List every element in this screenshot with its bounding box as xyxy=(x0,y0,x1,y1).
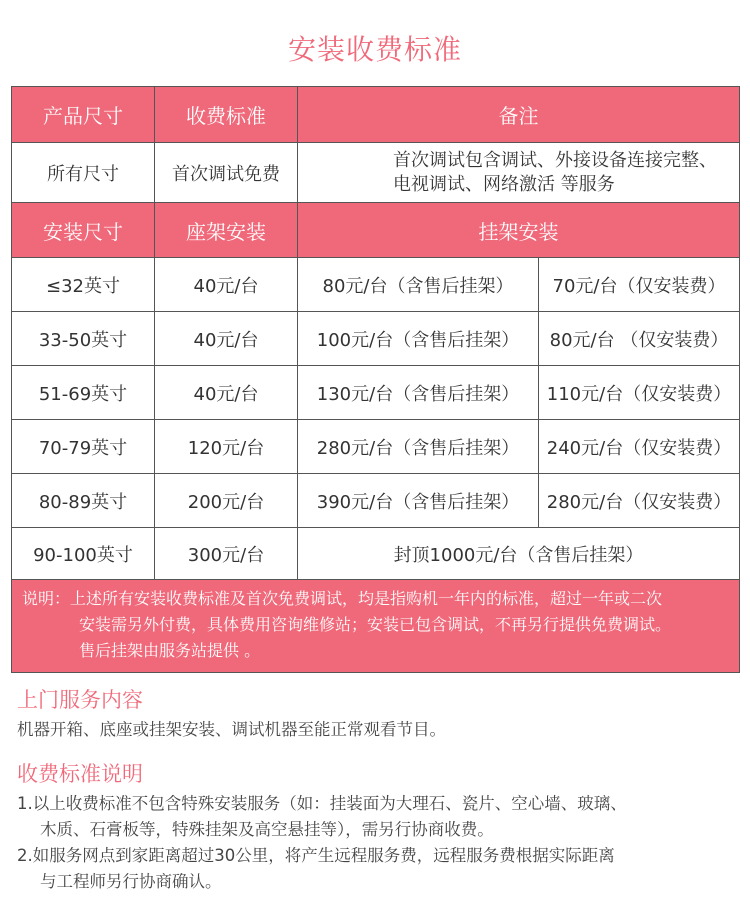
cell-hang-with-bracket: 390元/台（含售后挂架） xyxy=(298,474,539,528)
cell-note xyxy=(298,143,740,203)
service-heading: 上门服务内容 xyxy=(17,688,143,712)
cell-hang-install-only: 240元/台（仅安装费） xyxy=(539,420,740,474)
remark-row xyxy=(12,580,740,673)
cell-seat-fee: 40元/台 xyxy=(155,312,298,366)
table-row xyxy=(12,366,740,420)
cell-hang-with-bracket: 280元/台（含售后挂架） xyxy=(298,420,539,474)
cell-hang-install-only: 110元/台（仅安装费） xyxy=(539,366,740,420)
cell-hang-install-only: 70元/台（仅安装费） xyxy=(539,258,740,312)
page-title: 安装收费标准 xyxy=(287,33,462,66)
cell-size: 70-79英寸 xyxy=(12,420,155,474)
fee-table xyxy=(11,86,740,673)
list-item-continuation: 与工程师另行协商确认。 xyxy=(40,872,222,891)
cell-size: ≤32英寸 xyxy=(12,258,155,312)
table-header-row xyxy=(12,203,740,258)
remark-line: 说明：上述所有安装收费标准及首次免费调试，均是指购机一年内的标准，超过一年或二次 xyxy=(22,589,663,608)
header-fee-standard: 收费标准 xyxy=(155,87,298,143)
cell-hang-with-bracket: 130元/台（含售后挂架） xyxy=(298,366,539,420)
remark-box xyxy=(12,580,740,673)
table-row xyxy=(12,312,740,366)
cell-hang-with-bracket: 80元/台（含售后挂架） xyxy=(298,258,539,312)
service-text: 机器开箱、底座或挂架安装、调试机器至能正常观看节目。 xyxy=(17,720,446,739)
cell-seat-fee: 120元/台 xyxy=(155,420,298,474)
cell-size: 33-50英寸 xyxy=(12,312,155,366)
header-install-size: 安装尺寸 xyxy=(12,203,155,258)
table-row xyxy=(12,143,740,203)
cell-hang-with-bracket: 100元/台（含售后挂架） xyxy=(298,312,539,366)
header-remark: 备注 xyxy=(298,87,740,143)
remark-line: 售后挂架由服务站提供 。 xyxy=(79,641,261,660)
cell-size: 51-69英寸 xyxy=(12,366,155,420)
list-item: 1.以上收费标准不包含特殊安装服务（如：挂装面为大理石、瓷片、空心墙、玻璃、 xyxy=(17,794,627,813)
cell-seat-fee: 200元/台 xyxy=(155,474,298,528)
header-product-size: 产品尺寸 xyxy=(12,87,155,143)
cell-size: 90-100英寸 xyxy=(12,528,155,580)
table-header-row xyxy=(12,87,740,143)
table-row xyxy=(12,258,740,312)
remark-line: 安装需另外付费，具体费用咨询维修站；安装已包含调试，不再另行提供免费调试。 xyxy=(79,615,672,634)
table-row xyxy=(12,474,740,528)
table-row xyxy=(12,420,740,474)
cell-size: 所有尺寸 xyxy=(12,143,155,203)
header-seat-install: 座架安装 xyxy=(155,203,298,258)
cell-hang-cap: 封顶1000元/台（含售后挂架） xyxy=(298,528,740,580)
table-row xyxy=(12,528,740,580)
list-item-continuation: 木质、石膏板等，特殊挂架及高空悬挂等），需另行协商收费。 xyxy=(40,820,494,839)
note-line: 首次调试包含调试、外接设备连接完整、 xyxy=(393,149,717,171)
cell-seat-fee: 40元/台 xyxy=(155,366,298,420)
fee-notes-list xyxy=(17,791,627,895)
cell-seat-fee: 300元/台 xyxy=(155,528,298,580)
cell-hang-install-only: 280元/台（仅安装费） xyxy=(539,474,740,528)
list-item: 2.如服务网点到家距离超过30公里，将产生远程服务费，远程服务费根据实际距离 xyxy=(17,846,615,865)
header-hang-install: 挂架安装 xyxy=(298,203,740,258)
fee-notes-heading: 收费标准说明 xyxy=(17,762,143,786)
cell-size: 80-89英寸 xyxy=(12,474,155,528)
note-line: 电视调试、网络激活 等服务 xyxy=(393,173,615,195)
cell-seat-fee: 40元/台 xyxy=(155,258,298,312)
cell-fee: 首次调试免费 xyxy=(155,143,298,203)
cell-hang-install-only: 80元/台 （仅安装费） xyxy=(539,312,740,366)
